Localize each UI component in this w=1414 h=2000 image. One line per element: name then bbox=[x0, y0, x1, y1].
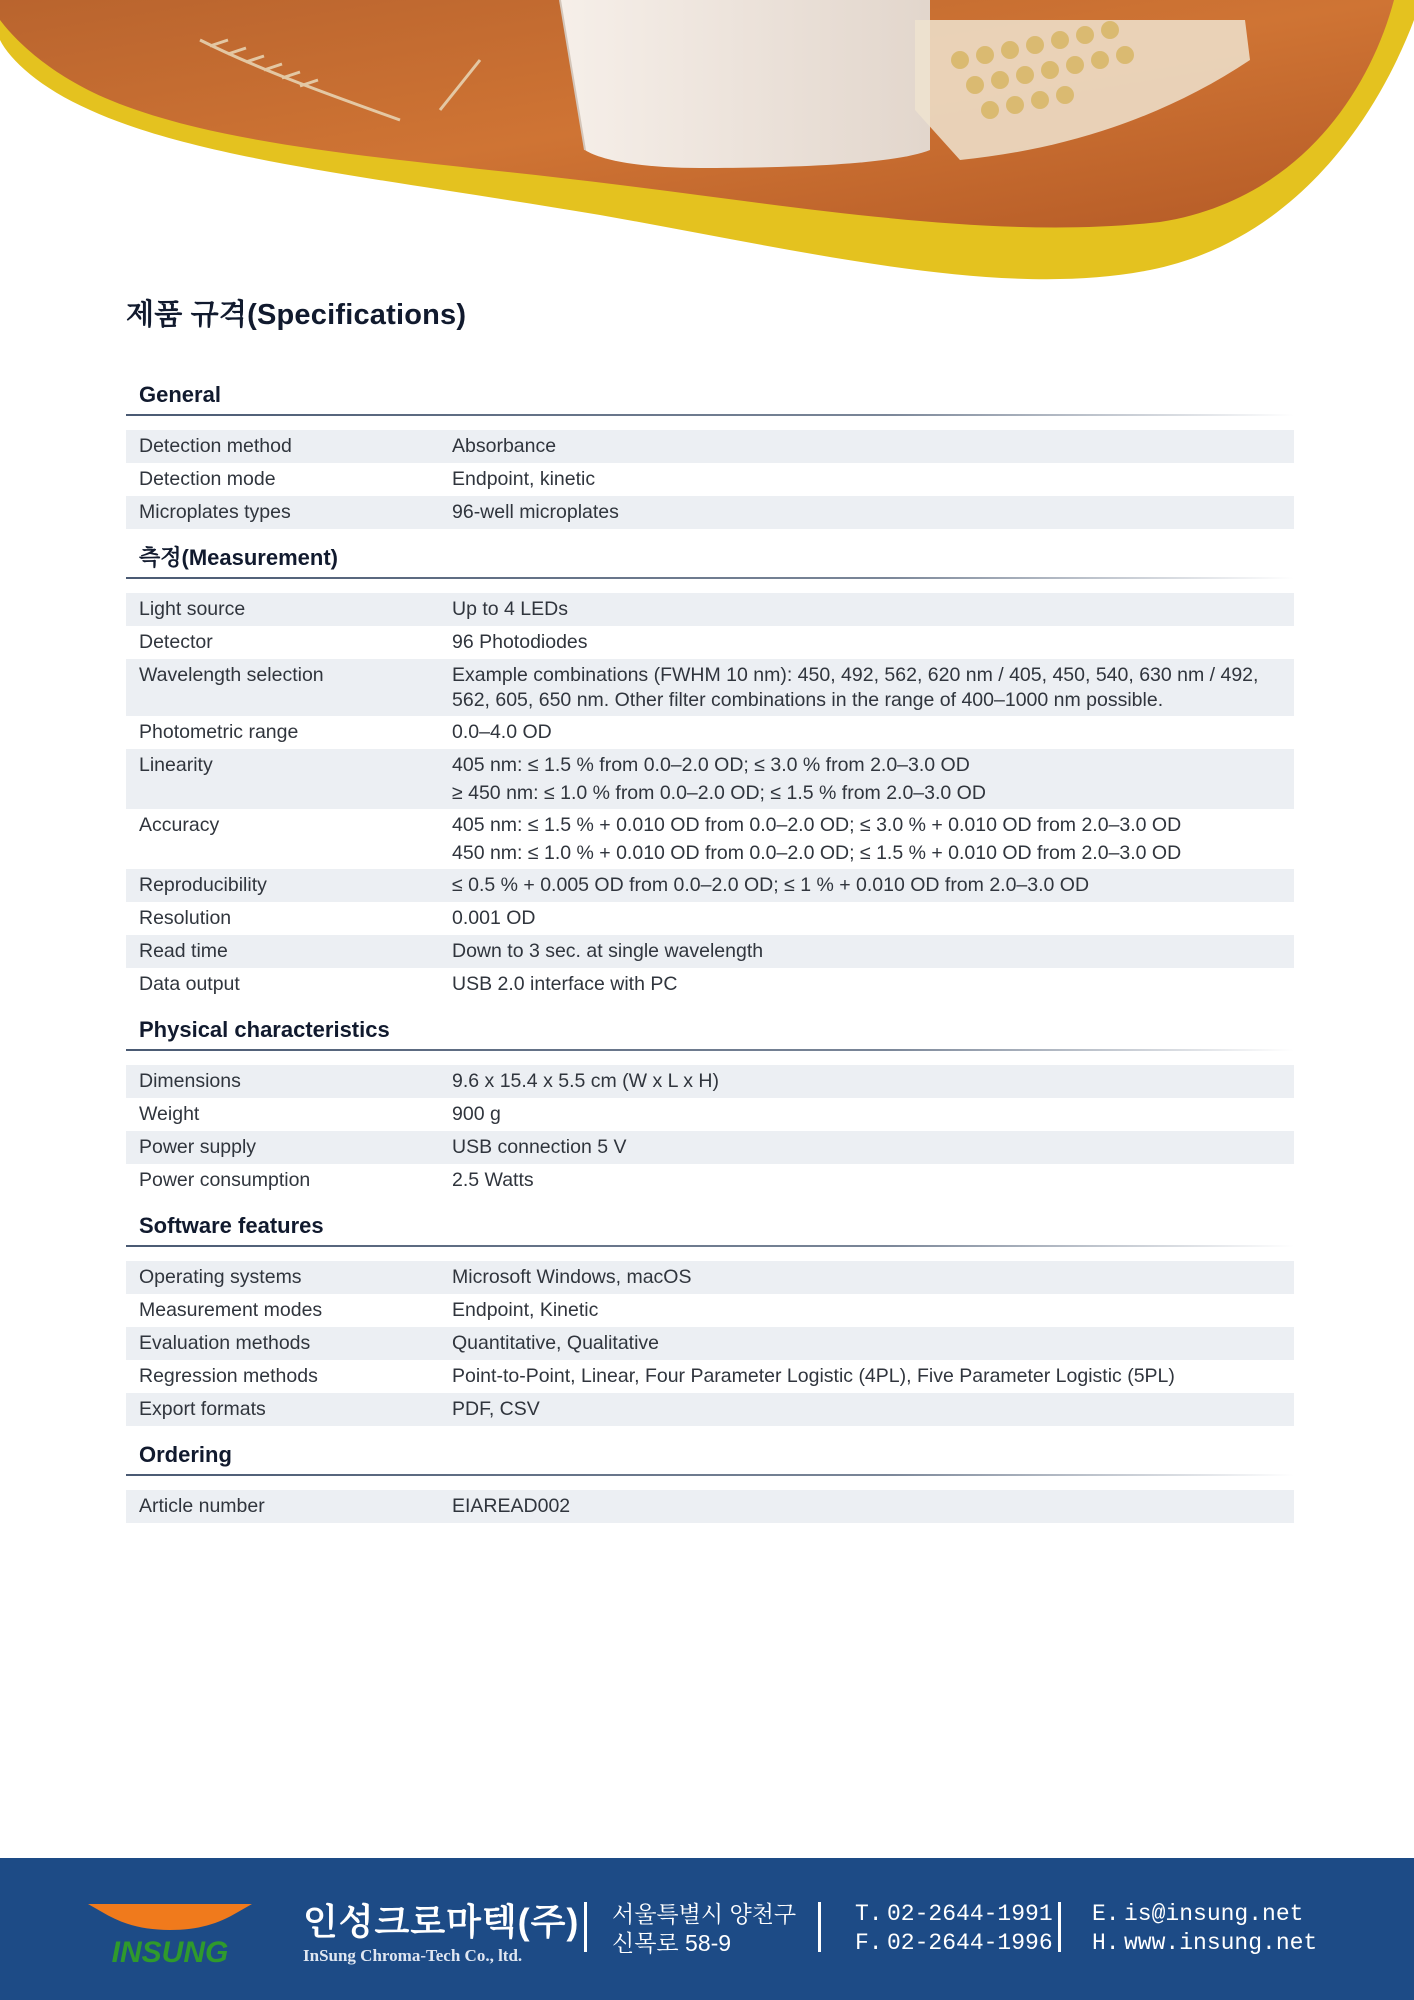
spec-row bbox=[126, 1065, 1294, 1098]
spec-value bbox=[452, 939, 1294, 964]
divider bbox=[818, 1902, 821, 1952]
spec-value bbox=[452, 753, 1294, 806]
spec-value bbox=[452, 1102, 1294, 1127]
spec-label: Reproducibility bbox=[139, 874, 267, 896]
spec-value bbox=[452, 1265, 1294, 1290]
spec-value bbox=[452, 906, 1294, 931]
footer bbox=[0, 1858, 1414, 2000]
spec-value bbox=[452, 1168, 1294, 1193]
spec-row bbox=[126, 1490, 1294, 1523]
spec-value bbox=[452, 1331, 1294, 1356]
spec-value bbox=[452, 630, 1294, 655]
spec-row bbox=[126, 463, 1294, 496]
spec-value bbox=[452, 500, 1294, 525]
spec-row bbox=[126, 902, 1294, 935]
section-ordering bbox=[126, 1440, 1294, 1523]
spec-value bbox=[452, 1135, 1294, 1160]
spec-label: Dimensions bbox=[139, 1070, 241, 1092]
spec-label: Article number bbox=[139, 1495, 265, 1517]
spec-value-line: 2.5 Watts bbox=[452, 1169, 534, 1191]
spec-value bbox=[452, 597, 1294, 622]
divider bbox=[584, 1902, 587, 1952]
spec-value-line: 405 nm: ≤ 1.5 % + 0.010 OD from 0.0–2.0 OD; ≤ 3.0 % + 0.010 OD from 2.0–3.0 OD bbox=[452, 814, 1182, 836]
spec-label: Linearity bbox=[139, 754, 213, 776]
specifications-table bbox=[126, 380, 1294, 1523]
spec-value-line: 96 Photodiodes bbox=[452, 631, 588, 653]
spec-value bbox=[452, 1494, 1294, 1519]
page-title: 제품 규격(Specifications) bbox=[126, 299, 467, 331]
spec-row bbox=[126, 749, 1294, 809]
company-name-korean: 인성크로마텍(주) bbox=[303, 1901, 580, 1942]
phone-fax bbox=[855, 1900, 1053, 1958]
spec-label: Photometric range bbox=[139, 721, 299, 743]
spec-value-line: 9.6 x 15.4 x 5.5 cm (W x L x H) bbox=[452, 1070, 719, 1092]
fax-number: 02-2644-1996 bbox=[887, 1930, 1053, 1956]
spec-row bbox=[126, 1131, 1294, 1164]
spec-row bbox=[126, 626, 1294, 659]
spec-value-line: 450 nm: ≤ 1.0 % + 0.010 OD from 0.0–2.0 OD; ≤ 1.5 % + 0.010 OD from 2.0–3.0 OD bbox=[452, 842, 1182, 864]
address bbox=[612, 1900, 796, 1958]
spec-row bbox=[126, 1327, 1294, 1360]
spec-row bbox=[126, 869, 1294, 902]
website-link[interactable]: www.insung.net bbox=[1124, 1930, 1318, 1956]
fax-label: F. bbox=[855, 1930, 883, 1956]
spec-value bbox=[452, 1298, 1294, 1323]
spec-label: Power consumption bbox=[139, 1169, 311, 1191]
divider bbox=[1058, 1902, 1061, 1952]
spec-label: Operating systems bbox=[139, 1266, 302, 1288]
spec-value-line: Absorbance bbox=[452, 435, 557, 457]
spec-value-line: Microsoft Windows, macOS bbox=[452, 1266, 692, 1288]
spec-value bbox=[452, 663, 1294, 713]
spec-label: Wavelength selection bbox=[139, 664, 324, 686]
spec-label: Evaluation methods bbox=[139, 1332, 311, 1354]
spec-label: Detector bbox=[139, 631, 213, 653]
spec-value-line: 96-well microplates bbox=[452, 501, 619, 523]
spec-label: Read time bbox=[139, 940, 228, 962]
spec-row bbox=[126, 1098, 1294, 1131]
tel-label: T. bbox=[855, 1901, 883, 1927]
spec-value bbox=[452, 434, 1294, 459]
email-label: E. bbox=[1092, 1901, 1120, 1927]
spec-label: Detection method bbox=[139, 435, 292, 457]
spec-row bbox=[126, 968, 1294, 1001]
spec-row bbox=[126, 659, 1294, 716]
spec-value-line: Point-to-Point, Linear, Four Parameter Logistic (4PL), Five Parameter Logistic (5PL) bbox=[452, 1365, 1175, 1387]
spec-label: Resolution bbox=[139, 907, 232, 929]
spec-row bbox=[126, 496, 1294, 529]
spec-row bbox=[126, 593, 1294, 626]
company-name-english: InSung Chroma-Tech Co., ltd. bbox=[303, 1946, 523, 1965]
spec-label: Measurement modes bbox=[139, 1299, 323, 1321]
spec-value-line: 405 nm: ≤ 1.5 % from 0.0–2.0 OD; ≤ 3.0 % from 2.0–3.0 OD bbox=[452, 754, 970, 776]
spec-row bbox=[126, 1294, 1294, 1327]
spec-value bbox=[452, 1397, 1294, 1422]
spec-value-line: 0.0–4.0 OD bbox=[452, 721, 552, 743]
tel-number[interactable]: 02-2644-1991 bbox=[887, 1901, 1053, 1927]
section-heading: General bbox=[126, 380, 1294, 418]
spec-label: Data output bbox=[139, 973, 240, 995]
insung-logo-icon bbox=[88, 1902, 252, 1966]
section-heading: Software features bbox=[126, 1211, 1294, 1249]
email-link[interactable]: is@insung.net bbox=[1124, 1901, 1304, 1927]
spec-value-line: Quantitative, Qualitative bbox=[452, 1332, 660, 1354]
spec-row bbox=[126, 809, 1294, 869]
spec-value-line: Down to 3 sec. at single wavelength bbox=[452, 940, 764, 962]
email-web bbox=[1092, 1900, 1317, 1958]
section-software bbox=[126, 1211, 1294, 1426]
spec-label: Microplates types bbox=[139, 501, 291, 523]
address-line: 신목로 58-9 bbox=[612, 1930, 732, 1956]
spec-value-line: Endpoint, kinetic bbox=[452, 468, 596, 490]
spec-value-line: PDF, CSV bbox=[452, 1398, 540, 1420]
spec-value bbox=[452, 972, 1294, 997]
spec-label: Export formats bbox=[139, 1398, 266, 1420]
spec-label: Light source bbox=[139, 598, 246, 620]
logo-text: INSUNG bbox=[111, 1936, 229, 1966]
section-heading: Physical characteristics bbox=[126, 1015, 1294, 1053]
spec-row bbox=[126, 716, 1294, 749]
spec-row bbox=[126, 430, 1294, 463]
spec-label: Accuracy bbox=[139, 814, 220, 836]
spec-value bbox=[452, 467, 1294, 492]
spec-value-line: Endpoint, Kinetic bbox=[452, 1299, 599, 1321]
spec-value-line: EIAREAD002 bbox=[452, 1495, 571, 1517]
spec-value-line: Example combinations (FWHM 10 nm): 450, 492, 562, 620 nm / 405, 450, 540, 630 nm / 492, 562, 605, 650 nm. Other filter combinations in the range of 400–1000 nm possible. bbox=[452, 664, 1259, 711]
spec-value-line: Up to 4 LEDs bbox=[452, 598, 568, 620]
spec-label: Detection mode bbox=[139, 468, 276, 490]
section-heading: 측정(Measurement) bbox=[126, 543, 1294, 581]
web-label: H. bbox=[1092, 1930, 1120, 1956]
spec-row bbox=[126, 1393, 1294, 1426]
spec-value-line: ≥ 450 nm: ≤ 1.0 % from 0.0–2.0 OD; ≤ 1.5 % from 2.0–3.0 OD bbox=[452, 782, 986, 804]
address-line: 서울특별시 양천구 bbox=[612, 1901, 797, 1927]
spec-row bbox=[126, 1360, 1294, 1393]
section-physical bbox=[126, 1015, 1294, 1197]
spec-value bbox=[452, 1069, 1294, 1094]
spec-row bbox=[126, 1164, 1294, 1197]
spec-value-line: 0.001 OD bbox=[452, 907, 536, 929]
spec-label: Regression methods bbox=[139, 1365, 318, 1387]
spec-value-line: 900 g bbox=[452, 1103, 501, 1125]
section-heading: Ordering bbox=[126, 1440, 1294, 1478]
spec-value bbox=[452, 873, 1294, 898]
section-measurement bbox=[126, 543, 1294, 1001]
spec-label: Power supply bbox=[139, 1136, 257, 1158]
spec-value bbox=[452, 720, 1294, 745]
spec-value bbox=[452, 813, 1294, 866]
banner-artwork bbox=[0, 0, 1414, 290]
spec-row bbox=[126, 935, 1294, 968]
spec-row bbox=[126, 1261, 1294, 1294]
section-general bbox=[126, 380, 1294, 529]
spec-value-line: USB 2.0 interface with PC bbox=[452, 973, 678, 995]
spec-label: Weight bbox=[139, 1103, 200, 1125]
spec-value-line: USB connection 5 V bbox=[452, 1136, 627, 1158]
spec-value bbox=[452, 1364, 1294, 1389]
spec-value-line: ≤ 0.5 % + 0.005 OD from 0.0–2.0 OD; ≤ 1 % + 0.010 OD from 2.0–3.0 OD bbox=[452, 874, 1090, 896]
header-banner bbox=[0, 0, 1414, 290]
